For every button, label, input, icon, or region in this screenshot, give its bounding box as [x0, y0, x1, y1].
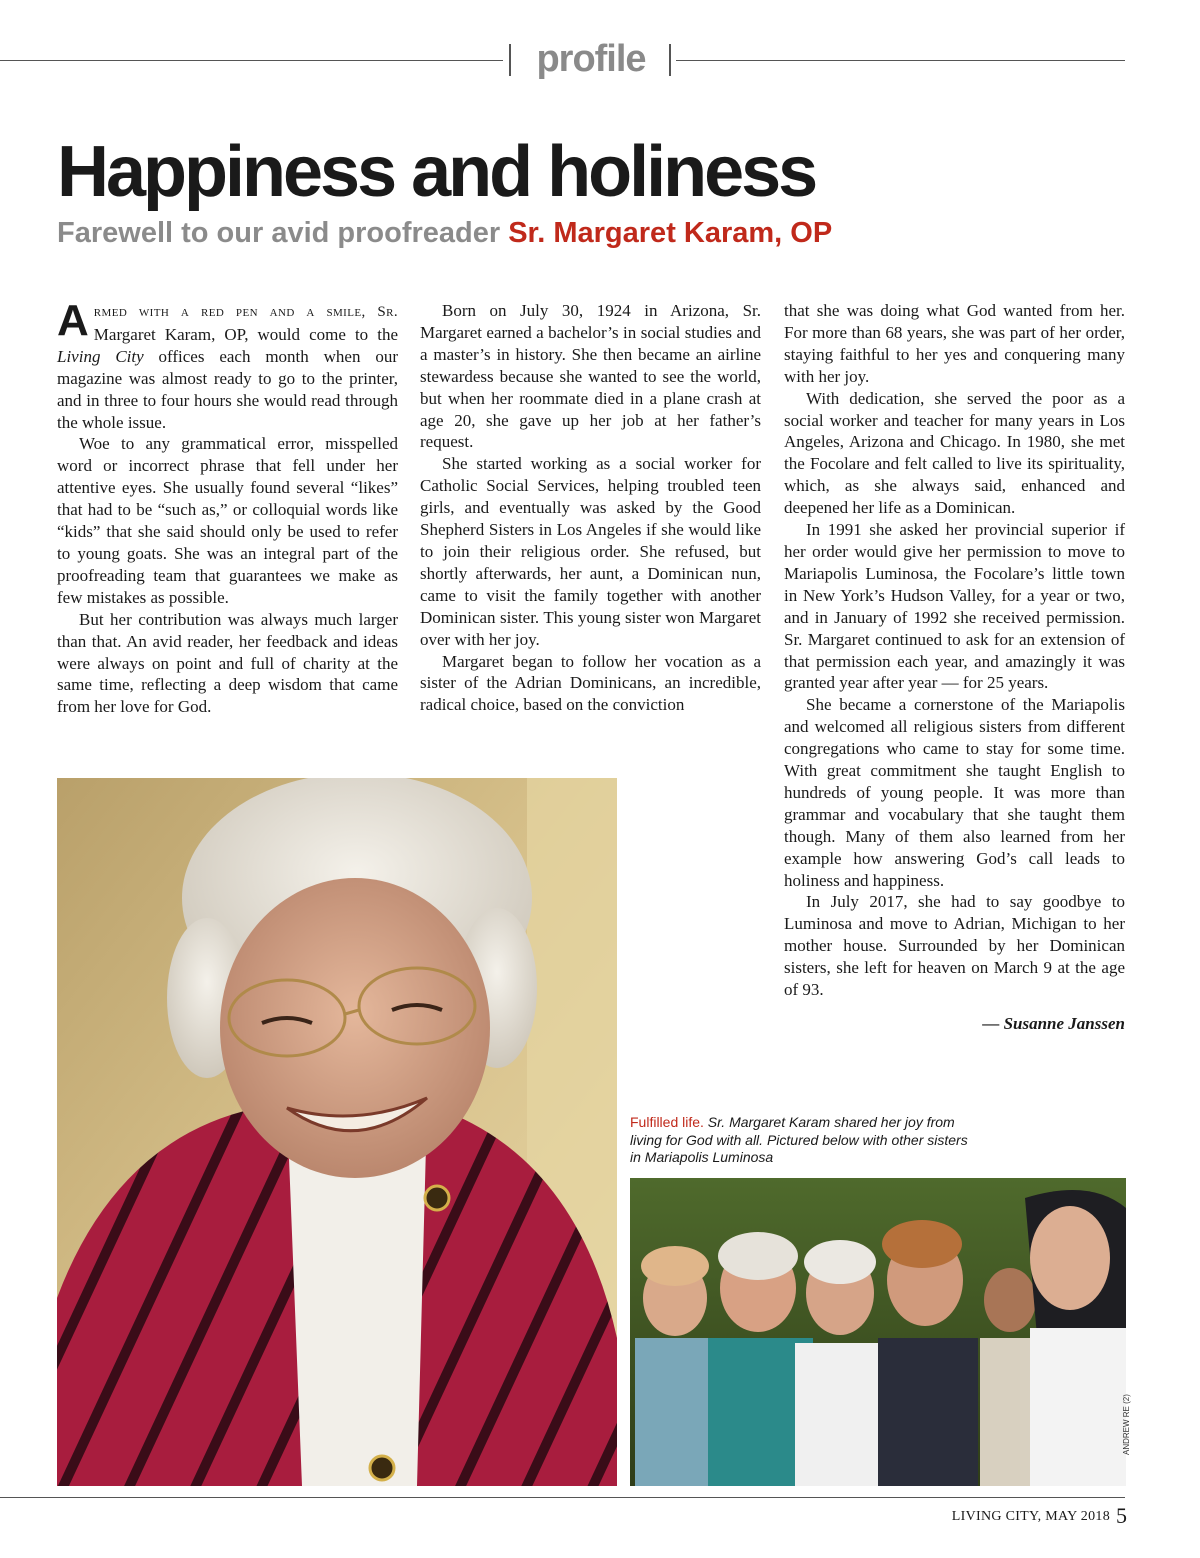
caption-lead: Fulfilled life.	[630, 1114, 704, 1130]
paragraph: She started working as a social worker for Catholic Social Services, helping troubled teen girls, and eventually was asked by the Good Shepherd Sisters in Los Angeles if she would like to join their religious order. She refused, but shortly afterwards, her aunt, a Dominican nun, came to visit the family together with another Dominican sister. This young sister won Margaret over with her joy.	[420, 454, 761, 649]
headline: Happiness and holiness	[57, 132, 816, 212]
paragraph: With dedication, she served the poor as a social worker and teacher for many years in Los Angeles, Arizona and Chicago. In 1980, she met the Focolare and felt called to live its spirituality, which, as she always said, enhanced and deepened her life as a Dominican.	[784, 388, 1125, 518]
header-rule-right	[676, 60, 1125, 61]
paragraph-text: offices each month when our magazine was almost ready to go to the printer, and in three to four hours she would read through the whole issue.	[57, 346, 399, 432]
paragraph: Born on July 30, 1924 in Arizona, Sr. Margaret earned a bachelor’s in social studies and a master’s in history. She then became an airline stewardess because she wanted to see the world, but when her roommate died in a plane crash at age 20, she gave up her job at her father’s request.	[420, 301, 761, 452]
photo-caption	[630, 1114, 970, 1167]
paragraph: In 1991 she asked her provincial superior if her order would give her permission to move to Mariapolis Luminosa, the Focolare’s little town in New York’s Hudson Valley, for a year or two, and in January of 1992 she received permission. Sr. Margaret continued to ask for an extension of that permission each year, and amazingly it was granted year after year — for 25 years.	[784, 520, 1125, 693]
caption-text: Sr. Margaret Karam shared her joy from living for God with all. Pictured below with other sisters in Mariapolis Luminosa	[630, 1114, 968, 1165]
photo-credit: ANDREW RE (2)	[1122, 1394, 1131, 1455]
paragraph-text: Margaret Karam, OP, would come to the	[93, 324, 398, 344]
paragraph	[57, 296, 399, 433]
group-photo	[630, 1178, 1126, 1486]
page-number: 5	[1116, 1503, 1127, 1528]
portrait-illustration	[57, 778, 617, 1486]
lead-in-smallcaps: rmed with a red pen and a smile, Sr.	[93, 304, 398, 320]
publication-name-italic: Living City	[57, 346, 144, 366]
group-illustration	[630, 1178, 1126, 1486]
article-column-3	[784, 300, 1125, 1035]
subhead	[57, 213, 832, 253]
header-tick-left	[509, 44, 511, 76]
drop-cap: A	[57, 296, 89, 345]
paragraph: In July 2017, she had to say goodbye to Luminosa and move to Adrian, Michigan to her mother house. Surrounded by her Dominican sisters, she left for heaven on March 9 at the age of 93.	[784, 892, 1125, 1000]
byline: — Susanne Janssen	[982, 1014, 1125, 1033]
footer-publication: LIVING CITY, MAY 2018	[951, 1509, 1110, 1524]
section-label: profile	[536, 38, 646, 80]
subhead-name: Sr. Margaret Karam, OP	[508, 217, 833, 249]
article-column-1	[57, 296, 399, 718]
portrait-photo	[57, 778, 617, 1486]
paragraph: Margaret began to follow her vocation as a sister of the Adrian Dominicans, an incredible, radical choice, based on the conviction	[420, 651, 761, 715]
article-column-2	[420, 300, 761, 716]
paragraph: that she was doing what God wanted from her. For more than 68 years, she was part of her order, staying faithful to her yes and conquering many with her joy.	[784, 301, 1125, 386]
paragraph: But her contribution was always much larger than that. An avid reader, her feedback and ideas were always on point and full of charity at the same time, reflecting a deep wisdom that came from her love for God.	[57, 609, 398, 717]
paragraph: Woe to any grammatical error, misspelled word or incorrect phrase that fell under her attentive eyes. She usually found several “likes” that had to be “such as,” or colloquial words like “kids” that she said should only be used to refer to young goats. She was an integral part of the proofreading team that guarantees we make as few mistakes as possible.	[57, 434, 398, 607]
paragraph: She became a cornerstone of the Mariapolis and welcomed all religious sisters from different congregations who came to stay for some time. With great commitment she taught English to hundreds of young people. It was more than grammar and vocabulary that she taught them though. Many of them also learned from her example how answering God’s call leads to holiness and happiness.	[784, 695, 1125, 890]
header-rule-left	[0, 60, 503, 61]
footer-rule	[0, 1497, 1125, 1498]
header-tick-right	[669, 44, 671, 76]
subhead-grey: Farewell to our avid proofreader	[57, 217, 501, 249]
